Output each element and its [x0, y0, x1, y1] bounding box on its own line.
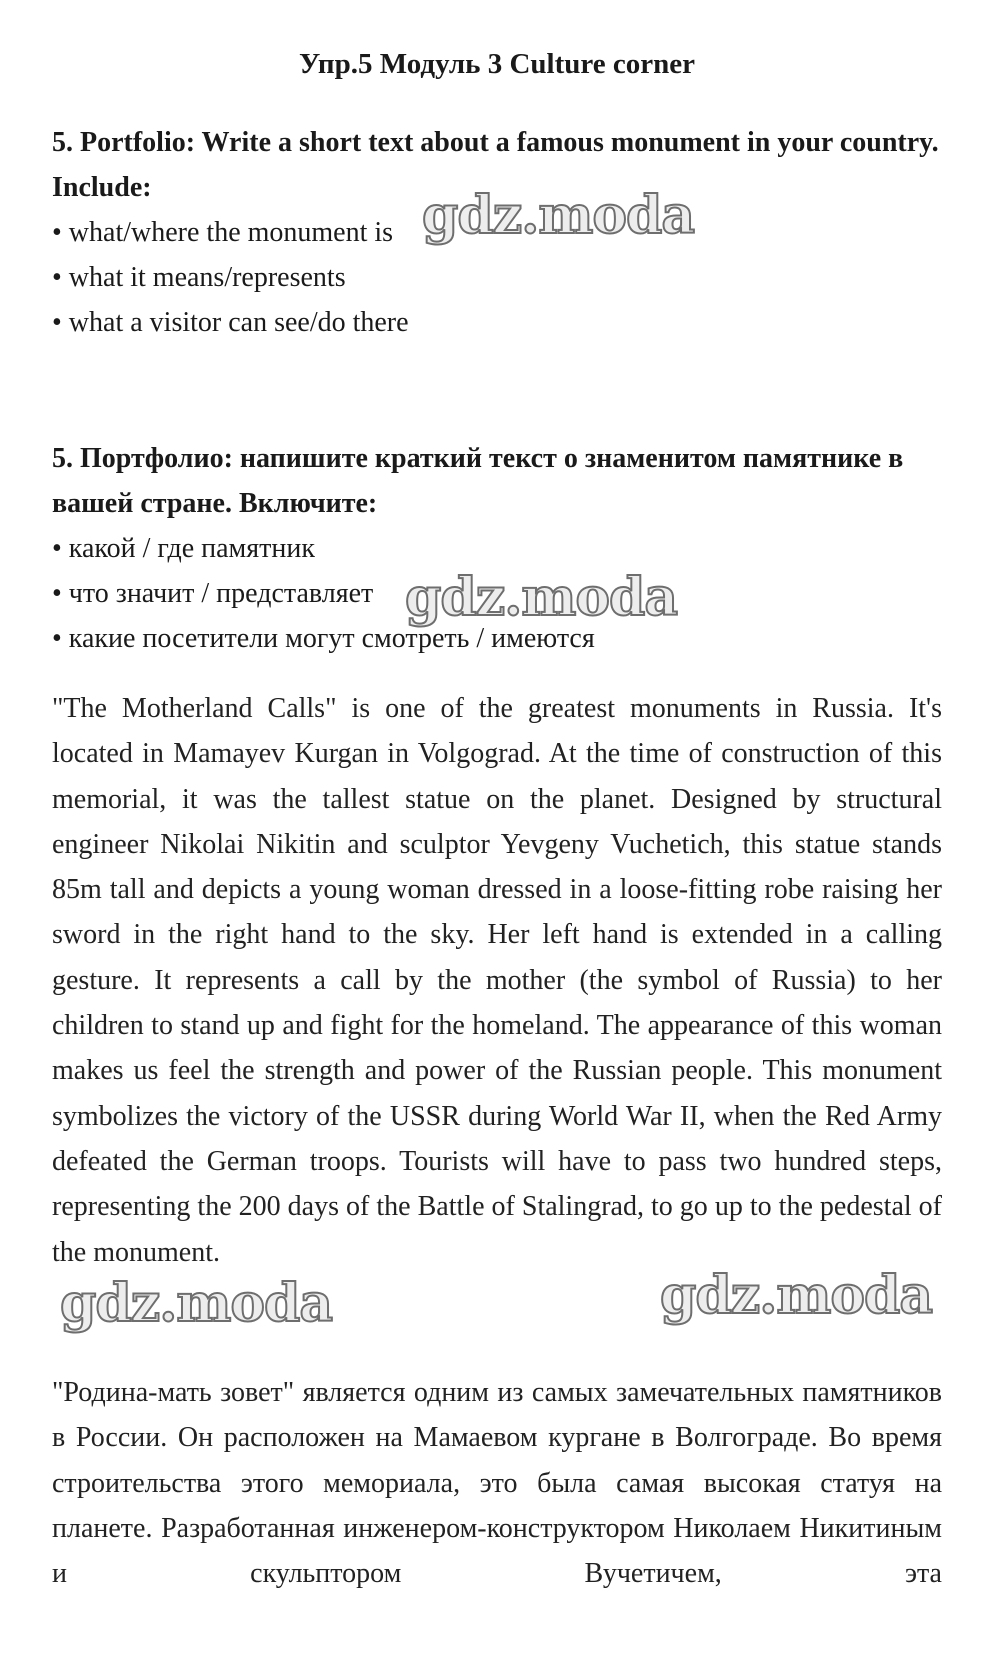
- watermark-logo: gdz.moda: [422, 185, 695, 246]
- watermark-logo: gdz.moda: [660, 1265, 933, 1326]
- answer-english-paragraph: "The Motherland Calls" is one of the greatest monuments in Russia. It's located in Mamayev Kurgan in Volgograd. At the time of construction of this memorial, it was the tallest statue on the planet. Designed by structural engineer Nikolai Nikitin and sculptor Yevgeny Vuchetich, this statue stands 85m tall and depicts a young woman dressed in a loose-fitting robe raising her sword in the right hand to the sky. Her left hand is extended in a calling gesture. It represents a call by the mother (the symbol of Russia) to her children to stand up and fight for the homeland. The appearance of this woman makes us feel the strength and power of the Russian people. This monument symbolizes the victory of the USSR during World War II, when the Red Army defeated the German troops. Tourists will have to pass two hundred steps, representing the 200 days of the Battle of Stalingrad, to go up to the pedestal of the monument.: [52, 693, 942, 1268]
- watermark-logo: gdz.moda: [405, 567, 678, 628]
- answer-russian-paragraph: "Родина-мать зовет" является одним из самых замечательных памятников в России. Он расположен на Мамаевом кургане в Волгограде. Во время строительства этого мемориала, это была самая высокая статуя на планете. Разработанная инженером-конструктором Николаем Никитиным и скульптором Вучетичем, эта: [52, 1377, 942, 1590]
- task-english-bullet: • what/where the monument is: [52, 217, 394, 248]
- task-russian-bullet: • какие посетители могут смотреть / имеются: [52, 623, 595, 654]
- task-russian-bullet: • какой / где памятник: [52, 533, 315, 564]
- watermark-logo: gdz.moda: [60, 1273, 333, 1334]
- task-english-bullet: • what a visitor can see/do there: [52, 307, 409, 338]
- task-russian-heading: 5. Портфолио: напишите краткий текст о знаменитом памятнике в вашей стране. Включите:: [52, 443, 904, 519]
- task-russian-bullet: • что значит / представляет: [52, 578, 374, 609]
- task-english-heading: 5. Portfolio: Write a short text about a famous monument in your country. Include:: [52, 127, 939, 203]
- page-title: Упр.5 Модуль 3 Culture corner: [299, 48, 695, 80]
- task-english-bullet: • what it means/represents: [52, 262, 346, 293]
